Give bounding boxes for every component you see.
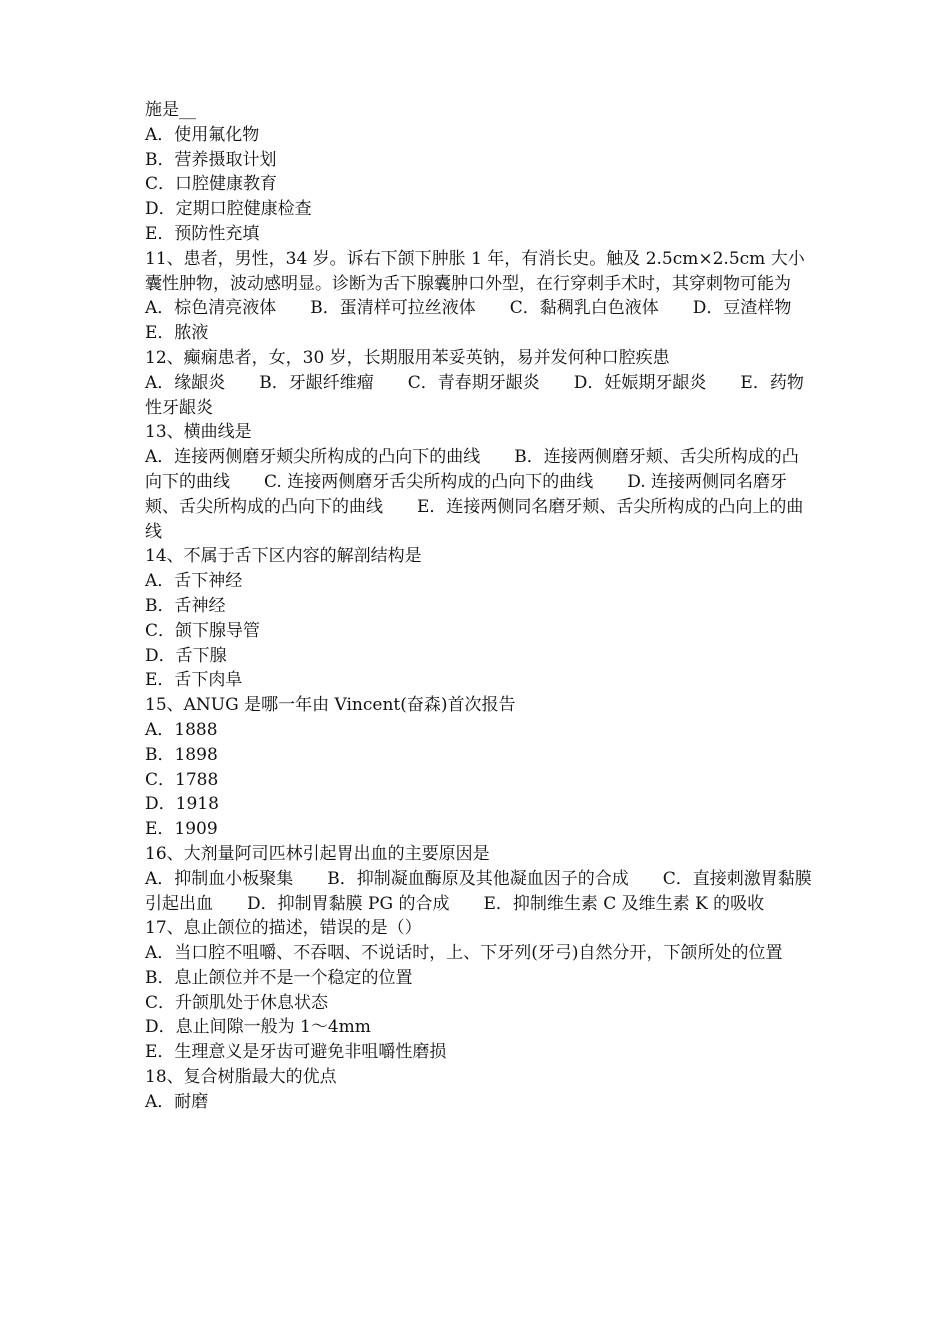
question-13-stem: 13、横曲线是 [145, 422, 252, 443]
option-c: C．升颌肌处于休息状态 [145, 992, 329, 1013]
question-14-stem: 14、不属于舌下区内容的解剖结构是 [145, 546, 422, 567]
question-16-options: A．抑制血小板聚集 B．抑制凝血酶原及其他凝血因子的合成 C．直接刺激胃黏膜引起出血 D．抑制胃黏膜 PG 的合成 E．抑制维生素 C 及维生素 K 的吸收 [145, 868, 812, 914]
question-16-stem: 16、大剂量阿司匹林引起胃出血的主要原因是 [145, 843, 490, 864]
option-d: D．息止间隙一般为 1～4mm [145, 1017, 371, 1038]
question-11-stem: 11、患者，男性，34 岁。诉右下颌下肿胀 1 年，有消长史。触及 2.5cm×2.5cm 大小囊性肿物，波动感明显。诊断为舌下腺囊肿口外型，在行穿刺手术时，其穿刺物可能为 [145, 248, 805, 294]
option-c: C．1788 [145, 769, 219, 790]
option-b: B．1898 [145, 744, 218, 765]
question-10-stem-end: 施是__ [145, 100, 196, 120]
option-b: B．营养摄取计划 [145, 149, 277, 170]
question-12-options: A．缘龈炎 B．牙龈纤维瘤 C．青春期牙龈炎 D．妊娠期牙龈炎 E．药物性牙龈炎 [145, 372, 804, 418]
option-e: E．生理意义是牙齿可避免非咀嚼性磨损 [145, 1042, 447, 1063]
option-a: A．使用氟化物 [145, 124, 260, 145]
option-b: B．舌神经 [145, 595, 226, 616]
option-a: A．舌下神经 [145, 571, 243, 592]
question-15-stem: 15、ANUG 是哪一年由 Vincent(奋森)首次报告 [145, 695, 516, 716]
option-d: D．舌下腺 [145, 645, 227, 666]
option-d: D．定期口腔健康检查 [145, 199, 312, 220]
question-13-options: A．连接两侧磨牙颊尖所构成的凸向下的曲线 B．连接两侧磨牙颊、舌尖所构成的凸向下的曲线 C. 连接两侧磨牙舌尖所构成的凸向下的曲线 D. 连接两侧同名磨牙颊、舌尖所构成的凸向下的曲线 E．连接两侧同名磨牙颊、舌尖所构成的凸向上的曲线 [145, 447, 804, 542]
option-d: D．1918 [145, 794, 219, 815]
question-12-stem: 12、癫痫患者，女，30 岁，长期服用苯妥英钠，易并发何种口腔疾患 [145, 347, 670, 368]
option-c: C．颌下腺导管 [145, 620, 261, 641]
question-18-stem: 18、复合树脂最大的优点 [145, 1067, 337, 1088]
option-a: A．1888 [145, 719, 218, 740]
option-b: B．息止颌位并不是一个稳定的位置 [145, 967, 413, 988]
option-e: E．1909 [145, 819, 218, 840]
question-17-stem: 17、息止颌位的描述，错误的是（） [145, 918, 422, 939]
option-c: C．口腔健康教育 [145, 174, 278, 195]
question-11-options: A．棕色清亮液体 B．蛋清样可拉丝液体 C．黏稠乳白色液体 D．豆渣样物 E．脓液 [145, 298, 826, 344]
document-body [145, 98, 826, 1115]
option-e: E．舌下肉阜 [145, 670, 243, 691]
option-e: E．预防性充填 [145, 223, 260, 244]
option-a: A．当口腔不咀嚼、不吞咽、不说话时，上、下牙列(牙弓)自然分开，下颌所处的位置 [145, 943, 783, 964]
option-a: A．耐磨 [145, 1091, 209, 1112]
